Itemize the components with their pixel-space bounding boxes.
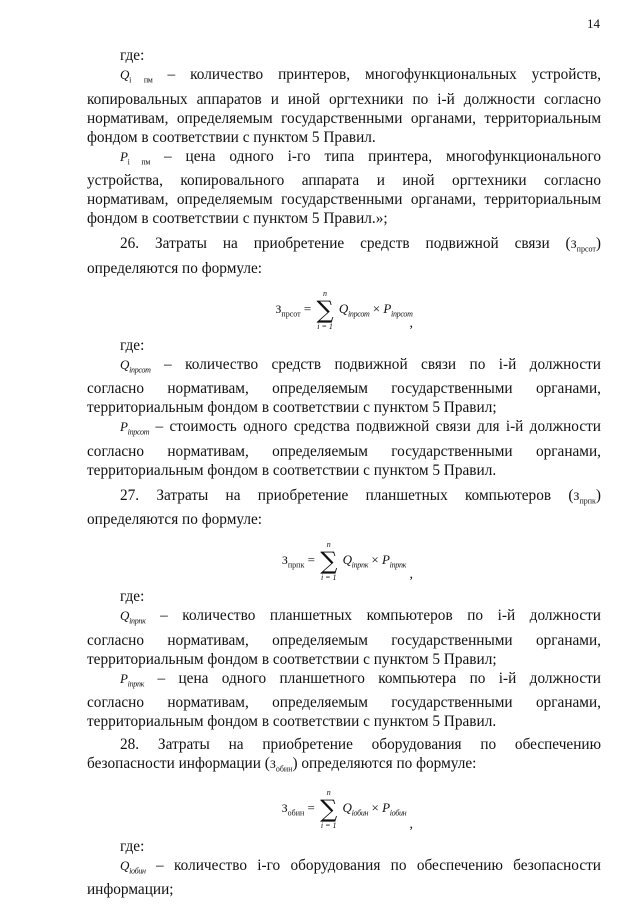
formula-26-q: $Q_{iпрсот}$ xyxy=(338,300,370,319)
definition-p-pm-cont3: фондом в соответствии с пунктом 5 Правил.»; xyxy=(87,210,388,228)
formula-26-lhs: $З_{прсот}$ xyxy=(275,301,301,318)
document-body xyxy=(87,46,601,899)
formula-26-comma: , xyxy=(409,315,413,331)
section-27-formula-intro: определяются по формуле: xyxy=(87,511,263,529)
section-27-heading: 27. Затраты на приобретение планшетных компьютеров $(З_{прпк})$ xyxy=(120,486,601,506)
formula-26-p: $P_{iпрсот}$ xyxy=(383,300,413,319)
symbol-p-pm: $P_{i пм}$ xyxy=(120,148,151,167)
formula-27: $З_{прпк}$ = n ∑ i = 1 $Q_{iпрпк} \times P_{iпрпк}$ , xyxy=(281,540,413,583)
definition-q-prsot: $Q_{iпрсот}$ – количество средств подвижной связи по i-й должности xyxy=(120,355,601,375)
definition-q-prsot-cont2: территориальным фондом в соответствии с пунктом 5 Правил; xyxy=(87,399,497,417)
definition-p-prsot: $P_{iпрсот}$ – стоимость одного средства подвижной связи для i-й должности xyxy=(120,418,601,437)
formula-27-comma: , xyxy=(409,567,413,583)
formula-27-p: $P_{iпрпк}$ xyxy=(381,552,407,570)
where-label-28: где: xyxy=(120,837,145,855)
page-number: 14 xyxy=(587,16,600,31)
definition-p-prpk-cont2: территориальным фондом в соответствии с пунктом 5 Правил. xyxy=(87,713,497,731)
formula-26: $З_{прсот}$ = n ∑ i = 1 $Q_{iпрсот} \times P_{iпрсот}$ , xyxy=(275,288,413,331)
symbol-z-prpk: $З_{прпк}$ xyxy=(573,488,596,506)
formula-28: $З_{обин}$ = n ∑ i = 1 $Q_{iобин} \times P_{iобин}$ , xyxy=(281,787,413,832)
where-label-26: где: xyxy=(120,336,145,354)
definition-q-pm-cont2: нормативам, определяемым государственными органами, территориальным xyxy=(87,109,601,127)
sum-symbol: n ∑ i = 1 xyxy=(320,787,338,830)
formula-28-p: $P_{iобин}$ xyxy=(382,799,407,818)
definition-q-pm-cont: копировальных аппаратов и иной оргтехники по i-й должности согласно xyxy=(87,90,601,108)
definition-p-prsot-cont2: территориальным фондом в соответствии с пунктом 5 Правил. xyxy=(87,461,497,479)
where-label: где: xyxy=(120,47,145,64)
definition-p-pm: $P_{i пм}$ – цена одного i-го типа принтера, многофункционального xyxy=(120,147,601,167)
definition-q-pm-cont3: фондом в соответствии с пунктом 5 Правил. xyxy=(87,128,376,146)
definition-q-prpk: $Q_{iпрпк}$ – количество планшетных компьютеров по i-й должности xyxy=(120,607,601,626)
definition-q-obin: $Q_{iобин}$ – количество i-го оборудования по обеспечению безопасности xyxy=(120,856,601,876)
sum-symbol: n ∑ i = 1 xyxy=(320,540,338,583)
where-label-27: где: xyxy=(120,588,145,606)
formula-27-q: $Q_{iпрпк}$ xyxy=(342,552,369,570)
symbol-z-prsot: $З_{прсот}$ xyxy=(570,237,596,254)
section-26-heading: 26. Затраты на приобретение средств подвижной связи $(З_{прсот})$ xyxy=(120,235,601,254)
definition-p-prsot-cont: согласно нормативам, определяемым государственными органами, xyxy=(87,442,601,460)
definition-p-prpk: $P_{iпрпк}$ – цена одного планшетного компьютера по i-й должности xyxy=(120,669,601,689)
definition-q-obin-cont: информации; xyxy=(87,881,174,899)
definition-q-prpk-cont: согласно нормативам, определяемым государственными органами, xyxy=(87,631,601,649)
definition-p-pm-cont: устройства, копировального аппарата и иной оргтехники согласно xyxy=(87,172,601,190)
symbol-q-pm: $Q_{i пм}$ xyxy=(120,67,153,85)
definition-p-prpk-cont: согласно нормативам, определяемым государственными органами, xyxy=(87,694,601,712)
formula-28-lhs: $З_{обин}$ xyxy=(281,800,305,818)
section-28-formula-intro: безопасности информации $(З_{обин})$ определяются по формуле: xyxy=(87,755,477,774)
formula-27-lhs: $З_{прпк}$ xyxy=(281,553,305,570)
definition-q-pm: $Q_{i пм}$ – количество принтеров, многофункциональных устройств, xyxy=(120,66,601,85)
formula-28-comma: , xyxy=(409,816,413,832)
definition-q-prpk-cont2: территориальным фондом в соответствии с пунктом 5 Правил; xyxy=(87,650,497,668)
definition-q-prsot-cont: согласно нормативам, определяемым государственными органами, xyxy=(87,380,601,398)
section-28-heading: 28. Затраты на приобретение оборудования по обеспечению xyxy=(120,736,601,754)
symbol-z-obin: $З_{обин}$ xyxy=(269,757,293,774)
sum-symbol: n ∑ i = 1 xyxy=(316,288,334,331)
section-26-formula-intro: определяются по формуле: xyxy=(87,259,263,277)
definition-p-pm-cont2: нормативам, определяемым государственными органами, территориальным xyxy=(87,191,601,209)
formula-28-q: $Q_{iобин}$ xyxy=(342,799,369,818)
